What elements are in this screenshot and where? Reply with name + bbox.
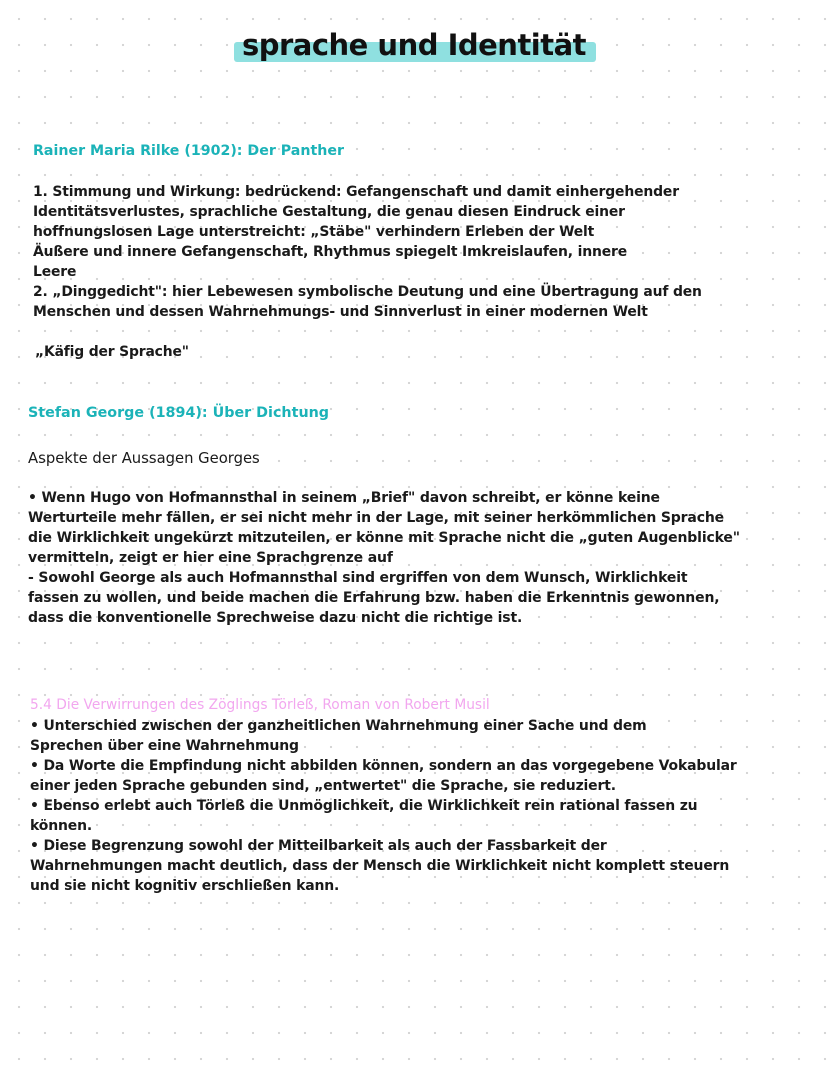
rilke-line: Leere bbox=[33, 264, 77, 280]
rilke-line: Menschen und dessen Wahrnehmungs- und Sinnverlust in einer modernen Welt bbox=[33, 304, 648, 320]
musil-heading: 5.4 Die Verwirrungen des Zöglings Törleß, Roman von Robert Musil bbox=[30, 697, 490, 713]
george-line: Werturteile mehr fällen, er sei nicht mehr in der Lage, mit seiner herkömmlichen Sprache bbox=[28, 510, 725, 526]
musil-line: und sie nicht kognitiv erschließen kann. bbox=[30, 878, 340, 894]
rilke-line: Identitätsverlustes, sprachliche Gestaltung, die genau diesen Eindruck einer bbox=[33, 204, 625, 220]
musil-line: • Diese Begrenzung sowohl der Mitteilbarkeit als auch der Fassbarkeit der bbox=[30, 838, 607, 854]
page-title: sprache und Identität bbox=[236, 28, 592, 62]
musil-line: • Da Worte die Empfindung nicht abbilden können, sondern an das vorgegebene Vokabular bbox=[30, 758, 737, 774]
george-line: dass die konventionelle Sprechweise dazu nicht die richtige ist. bbox=[28, 610, 523, 626]
rilke-line: hoffnungslosen Lage unterstreicht: „Stäbe" verhindern Erleben der Welt bbox=[33, 224, 595, 240]
george-line: - Sowohl George als auch Hofmannsthal sind ergriffen von dem Wunsch, Wirklichkeit bbox=[28, 570, 688, 586]
rilke-body bbox=[33, 182, 823, 322]
rilke-section bbox=[33, 143, 823, 159]
george-line: vermitteln, zeigt er hier eine Sprachgrenze auf bbox=[28, 550, 393, 566]
title-container bbox=[0, 28, 828, 62]
rilke-heading: Rainer Maria Rilke (1902): Der Panther bbox=[33, 143, 344, 159]
musil-line: Wahrnehmungen macht deutlich, dass der Mensch die Wirklichkeit nicht komplett steuern bbox=[30, 858, 730, 874]
rilke-quote: „Käfig der Sprache" bbox=[35, 344, 189, 360]
musil-section bbox=[30, 697, 820, 713]
george-section bbox=[28, 405, 818, 421]
musil-line: können. bbox=[30, 818, 93, 834]
george-body bbox=[28, 488, 818, 628]
musil-line: • Unterschied zwischen der ganzheitlichen Wahrnehmung einer Sache und dem bbox=[30, 718, 647, 734]
musil-body bbox=[30, 716, 820, 896]
rilke-quote-block bbox=[35, 342, 825, 362]
musil-line: einer jeden Sprache gebunden sind, „entwertet" die Sprache, sie reduziert. bbox=[30, 778, 616, 794]
rilke-line: Äußere und innere Gefangenschaft, Rhythmus spiegelt Imkreislaufen, innere bbox=[33, 244, 627, 260]
rilke-line: 1. Stimmung und Wirkung: bedrückend: Gefangenschaft und damit einhergehender bbox=[33, 184, 679, 200]
george-subheading-block bbox=[28, 450, 818, 467]
rilke-line: 2. „Dinggedicht": hier Lebewesen symbolische Deutung und eine Übertragung auf den bbox=[33, 284, 702, 300]
george-line: die Wirklichkeit ungekürzt mitzuteilen, er könne mit Sprache nicht die „guten Augenblicke" bbox=[28, 530, 740, 546]
george-heading: Stefan George (1894): Über Dichtung bbox=[28, 405, 330, 421]
george-subheading: Aspekte der Aussagen Georges bbox=[28, 450, 260, 467]
musil-line: Sprechen über eine Wahrnehmung bbox=[30, 738, 299, 754]
musil-line: • Ebenso erlebt auch Törleß die Unmöglichkeit, die Wirklichkeit rein rational fassen zu bbox=[30, 798, 698, 814]
george-line: fassen zu wollen, und beide machen die Erfahrung bzw. haben die Erkenntnis gewonnen, bbox=[28, 590, 720, 606]
george-line: • Wenn Hugo von Hofmannsthal in seinem „Brief" davon schreibt, er könne keine bbox=[28, 490, 660, 506]
